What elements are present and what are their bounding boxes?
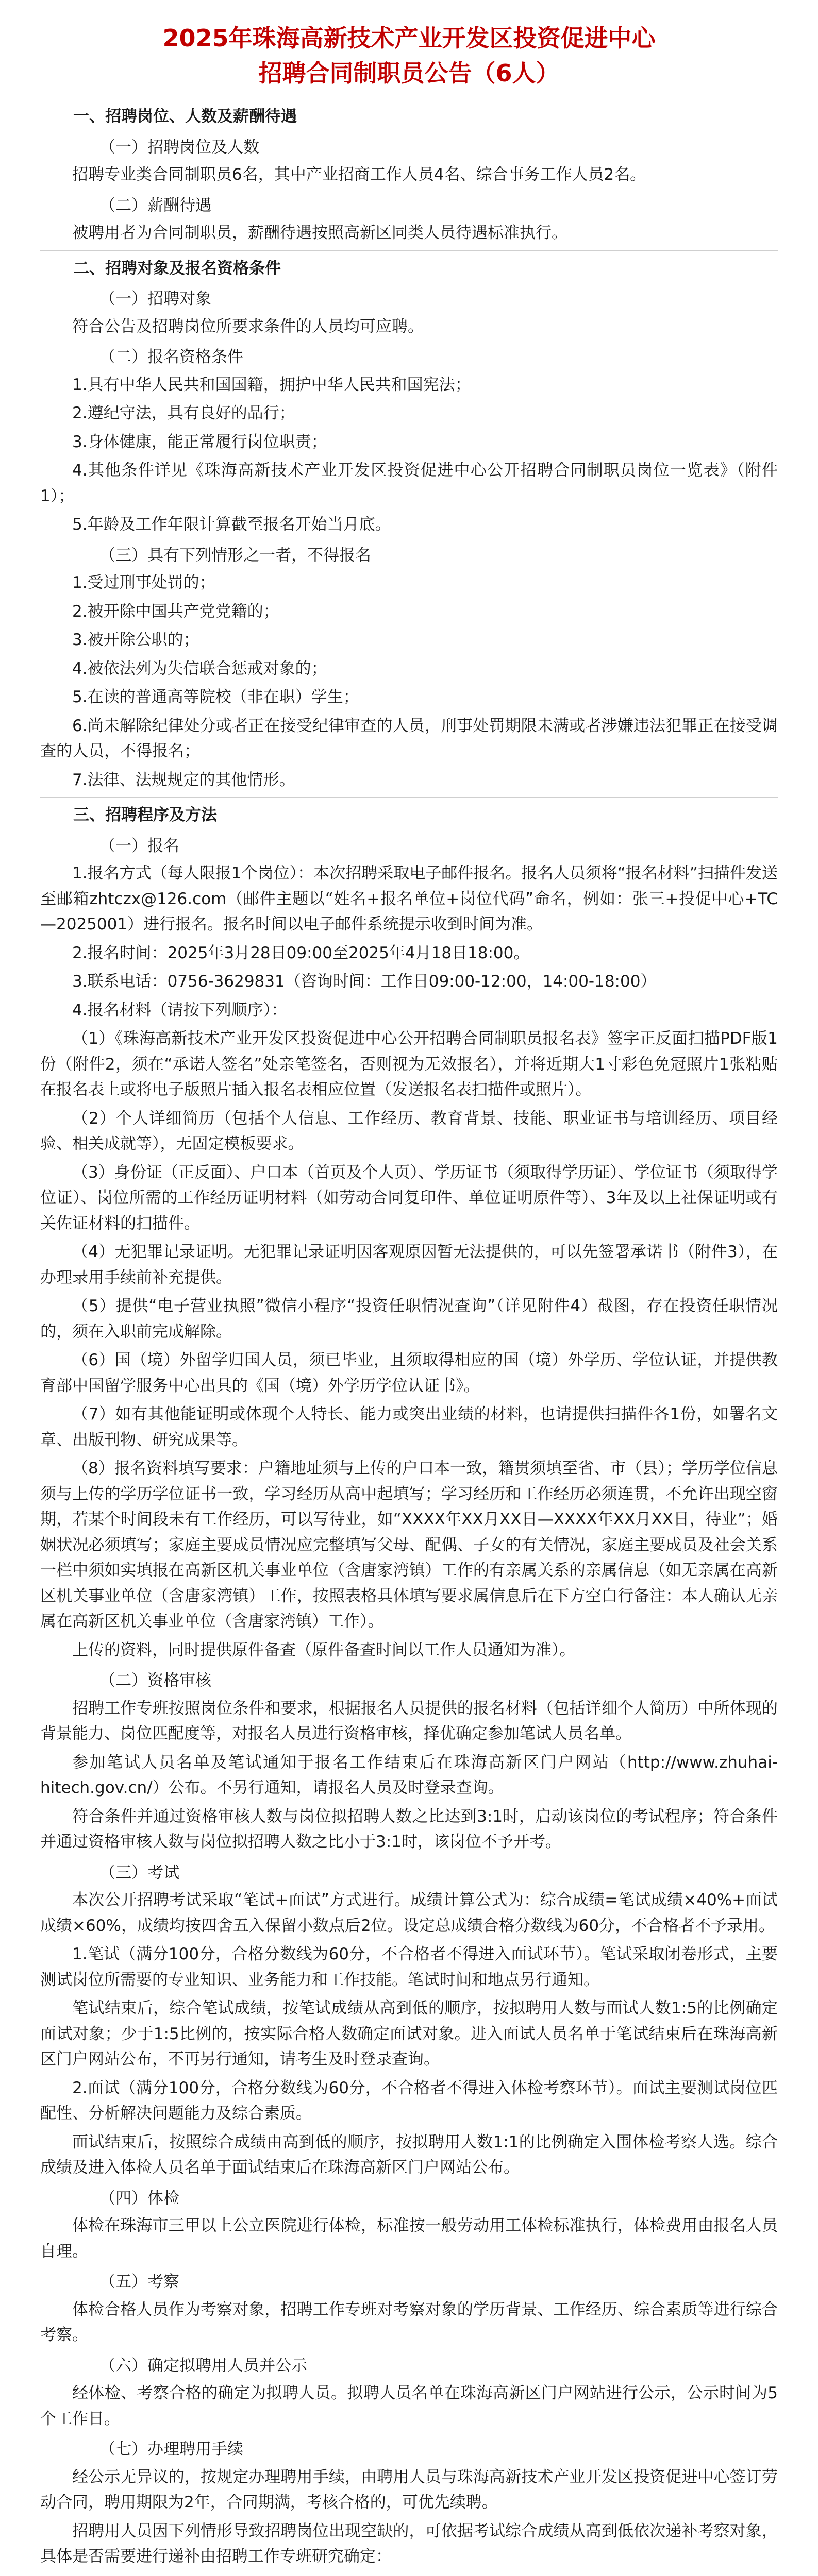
body-paragraph: （7）如有其他能证明或体现个人特长、能力或突出业绩的材料，也请提供扫描件各1份，如署名文章、出版刊物、研究成果等。 bbox=[40, 1405, 778, 1449]
body-paragraph: 体检合格人员作为考察对象，招聘工作专班对考察对象的学历背景、工作经历、综合素质等进行综合考察。 bbox=[40, 2300, 778, 2344]
subsection-heading: （三）考试 bbox=[99, 1863, 179, 1882]
body-paragraph: 经体检、考察合格的确定为拟聘人员。拟聘人员名单在珠海高新区门户网站进行公示，公示时间为5个工作日。 bbox=[40, 2384, 778, 2428]
body-paragraph: 上传的资料，同时提供原件备查（原件备查时间以工作人员通知为准）。 bbox=[72, 1640, 576, 1659]
body-paragraph: 1.笔试（满分100分，合格分数线为60分，不合格者不得进入面试环节）。笔试采取闭卷形式，主要测试岗位所需要的专业知识、业务能力和工作技能。笔试时间和地点另行通知。 bbox=[40, 1945, 778, 1989]
subsection-heading: （五）考察 bbox=[99, 2273, 179, 2291]
body-paragraph: 5.年龄及工作年限计算截至报名开始当月底。 bbox=[72, 515, 391, 534]
section-heading: 二、招聘对象及报名资格条件 bbox=[73, 259, 281, 278]
body-paragraph: （2）个人详细简历（包括个人信息、工作经历、教育背景、技能、职业证书与培训经历、项目经验、相关成就等），无固定模板要求。 bbox=[40, 1109, 778, 1153]
subsection-heading: （六）确定拟聘用人员并公示 bbox=[99, 2356, 307, 2375]
body-paragraph: 5.在读的普通高等院校（非在职）学生； bbox=[72, 688, 359, 706]
body-paragraph: 1.受过刑事处罚的； bbox=[72, 573, 215, 592]
body-paragraph: （8）报名资料填写要求：户籍地址须与上传的户口本一致，籍贯须填至省、市（县）；学历学位信息须与上传的学历学位证书一致，学习经历从高中起填写；学习经历和工作经历必须连贯，不允许出现空窗期，若某个时间段未有工作经历，可以写待业，如“XXXX年XX月XX日—XXXX年XX月XX日，待业”；婚姻状况必须填写；家庭主要成员情况应完整填写父母、配偶、子女的有关情况，家庭主要成员及社会关系一栏中须如实填报在高新区机关事业单位（含唐家湾镇）工作的有亲属关系的亲属信息（如无亲属在高新区机关事业单位（含唐家湾镇）工作，按照表格具体填写要求属信息后在下方空白行备注：本人确认无亲属在高新区机关事业单位（含唐家湾镇）工作）。 bbox=[40, 1459, 778, 1631]
subsection-heading: （二）薪酬待遇 bbox=[99, 196, 211, 215]
body-paragraph: 1.报名方式（每人限报1个岗位）：本次招聘采取电子邮件报名。报名人员须将“报名材料”扫描件发送至邮箱zhtczx@126.com（邮件主题以“姓名+报名单位+岗位代码”命名，例如：张三+投促中心+TC—2025001）进行报名。报名时间以电子邮件系统提示收到时间为准。 bbox=[40, 864, 778, 934]
notice-title-line2: 招聘合同制职员公告（6人） bbox=[258, 59, 560, 87]
body-paragraph: （6）国（境）外留学归国人员，须已毕业，且须取得相应的国（境）外学历、学位认证，并提供教育部中国留学服务中心出具的《国（境）外学历学位认证书》。 bbox=[40, 1351, 778, 1395]
body-paragraph: 招聘工作专班按照岗位条件和要求，根据报名人员提供的报名材料（包括详细个人简历）中所体现的背景能力、岗位匹配度等，对报名人员进行资格审核，择优确定参加笔试人员名单。 bbox=[40, 1699, 778, 1743]
body-paragraph: 1.具有中华人民共和国国籍，拥护中华人民共和国宪法； bbox=[72, 375, 471, 394]
section-heading: 三、招聘程序及方法 bbox=[73, 806, 217, 824]
subsection-heading: （一）报名 bbox=[99, 836, 179, 855]
body-paragraph: 3.身体健康，能正常履行岗位职责； bbox=[72, 432, 327, 451]
body-paragraph: 7.法律、法规规定的其他情形。 bbox=[72, 770, 295, 789]
body-paragraph: （3）身份证（正反面）、户口本（首页及个人页）、学历证书（须取得学历证）、学位证书（须取得学位证）、岗位所需的工作经历证明材料（如劳动合同复印件、单位证明原件等）、3年及以上社保证明或有关佐证材料的扫描件。 bbox=[40, 1163, 778, 1233]
body-paragraph: 符合公告及招聘岗位所要求条件的人员均可应聘。 bbox=[72, 317, 424, 336]
body-paragraph: 体检在珠海市三甲以上公立医院进行体检，标准按一般劳动用工体检标准执行，体检费用由报名人员自理。 bbox=[40, 2216, 778, 2261]
notice-title bbox=[40, 21, 778, 91]
body-paragraph: （5）提供“电子营业执照”微信小程序“投资任职情况查询”（详见附件4）截图，存在投资任职情况的，须在入职前完成解除。 bbox=[40, 1297, 778, 1341]
body-paragraph: 6.尚未解除纪律处分或者正在接受纪律审查的人员，刑事处罚期限未满或者涉嫌违法犯罪正在接受调查的人员，不得报名； bbox=[40, 716, 778, 760]
subsection-heading: （一）招聘岗位及人数 bbox=[99, 138, 259, 157]
body-paragraph: 2.被开除中国共产党党籍的； bbox=[72, 602, 279, 621]
body-paragraph: 3.被开除公职的； bbox=[72, 631, 199, 649]
body-paragraph: 面试结束后，按照综合成绩由高到低的顺序，按拟聘用人数1:1的比例确定入围体检考察人选。综合成绩及进入体检人员名单于面试结束后在珠海高新区门户网站公布。 bbox=[40, 2132, 778, 2177]
notice-title-line1: 2025年珠海高新技术产业开发区投资促进中心 bbox=[162, 24, 656, 52]
body-paragraph: 3.联系电话：0756-3629831（咨询时间：工作日09:00-12:00，14:00-18:00） bbox=[72, 972, 657, 991]
body-paragraph: 招聘专业类合同制职员6名，其中产业招商工作人员4名、综合事务工作人员2名。 bbox=[72, 165, 646, 184]
subsection-heading: （一）招聘对象 bbox=[99, 290, 211, 308]
body-paragraph: 4.被依法列为失信联合惩戒对象的； bbox=[72, 659, 327, 678]
section-divider bbox=[40, 250, 778, 251]
body-paragraph: 2.报名时间：2025年3月28日09:00至2025年4月18日18:00。 bbox=[72, 943, 530, 962]
notice-body bbox=[40, 104, 778, 2576]
body-paragraph: 经公示无异议的，按规定办理聘用手续，由聘用人员与珠海高新技术产业开发区投资促进中心签订劳动合同，聘用期限为2年，合同期满，考核合格的，可优先续聘。 bbox=[40, 2467, 778, 2512]
body-paragraph: 4.报名材料（请按下列顺序）： bbox=[72, 1001, 288, 1020]
subsection-heading: （四）体检 bbox=[99, 2189, 179, 2208]
body-paragraph: （4）无犯罪记录证明。无犯罪记录证明因客观原因暂无法提供的，可以先签署承诺书（附件3），在办理录用手续前补充提供。 bbox=[40, 1243, 778, 1287]
section-divider bbox=[40, 797, 778, 798]
body-paragraph: 被聘用者为合同制职员，薪酬待遇按照高新区同类人员待遇标准执行。 bbox=[72, 224, 567, 242]
section-heading: 一、招聘岗位、人数及薪酬待遇 bbox=[73, 107, 297, 126]
subsection-heading: （二）报名资格条件 bbox=[99, 348, 243, 366]
subsection-heading: （七）办理聘用手续 bbox=[99, 2440, 243, 2459]
body-paragraph bbox=[40, 2573, 778, 2576]
subsection-heading: （三）具有下列情形之一者，不得报名 bbox=[99, 546, 371, 565]
body-paragraph: 笔试结束后，综合笔试成绩，按笔试成绩从高到低的顺序，按拟聘用人数与面试人数1:5的比例确定面试对象；少于1:5比例的，按实际合格人数确定面试对象。进入面试人员名单于笔试结束后在珠海高新区门户网站公布，不再另行通知，请考生及时登录查询。 bbox=[40, 1999, 778, 2069]
body-paragraph: 招聘用人员因下列情形导致招聘岗位出现空缺的，可依据考试综合成绩从高到低依次递补考察对象，具体是否需要进行递补由招聘工作专班研究确定： bbox=[40, 2521, 778, 2566]
body-paragraph: 本次公开招聘考试采取“笔试+面试”方式进行。成绩计算公式为：综合成绩=笔试成绩×40%+面试成绩×60%，成绩均按四舍五入保留小数点后2位。设定总成绩合格分数线为60分，不合格者不予录用。 bbox=[40, 1891, 778, 1935]
body-paragraph: 参加笔试人员名单及笔试通知于报名工作结束后在珠海高新区门户网站（http://www.zhuhai-hitech.gov.cn/）公布。不另行通知，请报名人员及时登录查询。 bbox=[40, 1753, 778, 1797]
body-paragraph: 2.遵纪守法，具有良好的品行； bbox=[72, 404, 295, 422]
body-paragraph: （1）《珠海高新技术产业开发区投资促进中心公开招聘合同制职员报名表》签字正反面扫描PDF版1份（附件2，须在“承诺人签名”处亲笔签名，否则视为无效报名），并将近期大1寸彩色免冠照片1张粘贴在报名表上或将电子版照片插入报名表相应位置（发送报名表扫描件或照片）。 bbox=[40, 1029, 778, 1099]
body-paragraph: 4.其他条件详见《珠海高新技术产业开发区投资促进中心公开招聘合同制职员岗位一览表》（附件1）； bbox=[40, 461, 778, 505]
body-paragraph: 符合条件并通过资格审核人数与岗位拟招聘人数之比达到3:1时，启动该岗位的考试程序；符合条件并通过资格审核人数与岗位拟招聘人数之比小于3:1时，该岗位不予开考。 bbox=[40, 1807, 778, 1851]
body-paragraph: 2.面试（满分100分，合格分数线为60分，不合格者不得进入体检考察环节）。面试主要测试岗位匹配性、分析解决问题能力及综合素质。 bbox=[40, 2078, 778, 2123]
subsection-heading: （二）资格审核 bbox=[99, 1671, 211, 1690]
